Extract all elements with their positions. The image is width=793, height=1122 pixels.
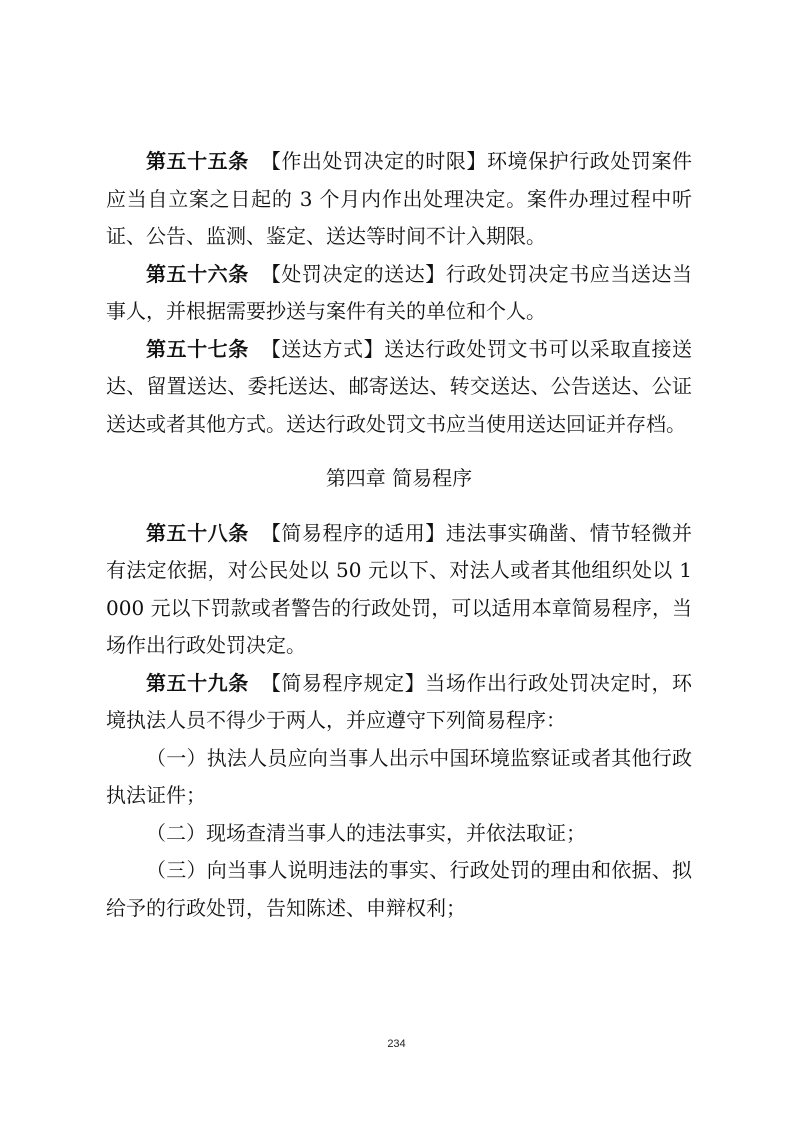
chapter-title: 第四章 简易程序 [325,466,473,490]
list-item-3: （三）向当事人说明违法的事实、行政处罚的理由和依据、拟给予的行政处罚，告知陈述、申辩权利； [106,858,692,920]
list-item-1: （一）执法人员应向当事人出示中国环境监察证或者其他行政执法证件； [106,745,692,807]
article-number: 第五十五条 [146,149,249,173]
page-number: 234 [387,1038,406,1050]
article-59 [106,665,692,740]
list-item-2: （二）现场查清当事人的违法事实，并依法取证； [146,820,586,845]
article-number: 第五十八条 [146,520,249,545]
article-number: 第五十六条 [146,261,249,286]
article-text: 【处罚决定的送达】行政处罚决定书应当送达当事人，并根据需要抄送与案件有关的单位和个人。 [106,261,693,323]
article-text: 【简易程序的适用】违法事实确凿、情节轻微并有法定依据，对公民处以 50 元以下、对法人或者其他组织处以 1000 元以下罚款或者警告的行政处罚，可以适用本章简易程序，当场作出行政处罚决定。 [106,520,693,657]
article-56 [106,256,692,331]
article-text: 【简易程序规定】当场作出行政处罚决定时，环境执法人员不得少于两人，并应遵守下列简易程序： [106,670,693,732]
article-58 [106,515,692,665]
article-55 [106,143,692,256]
article-text: 【送达方式】送达行政处罚文书可以采取直接送达、留置送达、委托送达、邮寄送达、转交送达、公告送达、公证送达或者其他方式。送达行政处罚文书应当使用送达回证并存档。 [106,336,693,436]
article-57 [106,331,692,444]
article-number: 第五十七条 [146,336,249,361]
article-number: 第五十九条 [146,670,249,695]
page-content [106,143,692,927]
article-text: 【作出处罚决定的时限】环境保护行政处罚案件应当自立案之日起的 3 个月内作出处理决定。案件办理过程中听证、公告、监测、鉴定、送达等时间不计入期限。 [106,149,693,248]
